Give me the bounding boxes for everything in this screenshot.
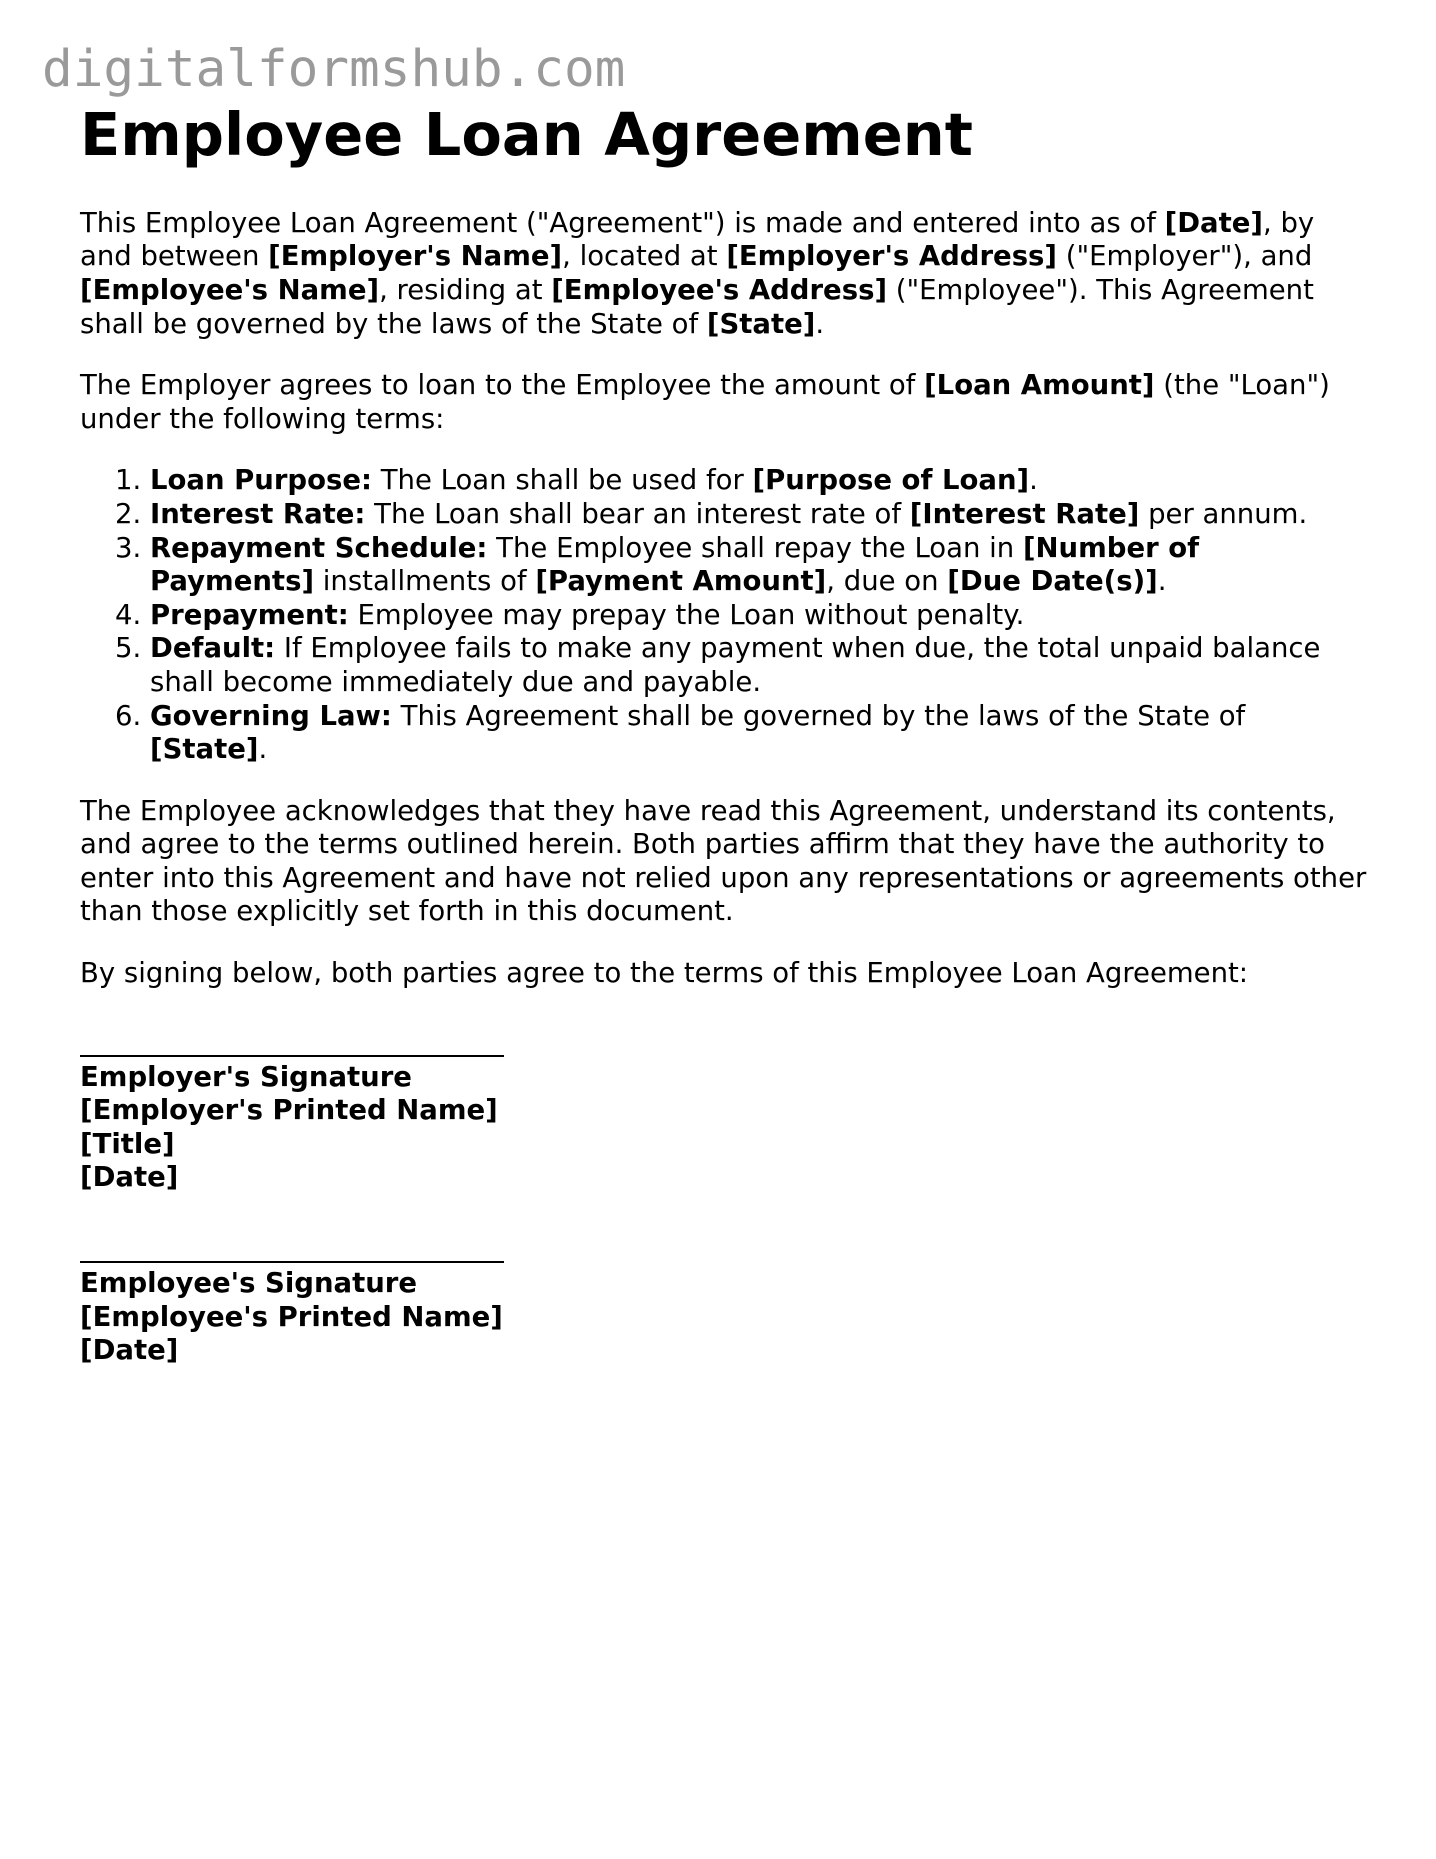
employer-title: [Title]	[80, 1127, 175, 1160]
payment-amount-placeholder: [Payment Amount]	[535, 565, 827, 598]
loan-text: The Employer agrees to loan to the Employee the amount of	[80, 369, 925, 402]
employer-name-placeholder: [Employer's Name]	[268, 240, 563, 273]
intro-text: , residing at	[379, 273, 552, 306]
term-text: Employee may prepay the Loan without penalty.	[348, 598, 1025, 631]
term-text: If Employee fails to make any payment when due, the total unpaid balance shall become immediately due and payable.	[150, 632, 1321, 698]
term-text: The Employee shall repay the Loan in	[487, 531, 1023, 564]
loan-amount-placeholder: [Loan Amount]	[924, 369, 1155, 402]
interest-rate-placeholder: [Interest Rate]	[909, 497, 1140, 530]
employer-address-placeholder: [Employer's Address]	[726, 240, 1057, 273]
term-label: Loan Purpose:	[150, 464, 373, 497]
term-label: Default:	[150, 632, 276, 665]
term-text: .	[1029, 464, 1038, 497]
intro-text: , by and between	[80, 206, 1315, 273]
employee-address-placeholder: [Employee's Address]	[551, 273, 888, 306]
intro-paragraph	[80, 207, 1370, 341]
employee-name-placeholder: [Employee's Name]	[80, 273, 380, 306]
acknowledgment-paragraph: The Employee acknowledges that they have read this Agreement, understand its contents, and agree to the terms outlined herein. Both parties affirm that they have the authority to enter into this Agreement and have not relied upon any representations or agreements other than those explicitly set forth in this document.	[80, 794, 1367, 928]
number-of-payments-placeholder: [Number of Payments]	[150, 531, 1200, 598]
term-text: per annum.	[1139, 497, 1308, 530]
state-placeholder: [State]	[150, 733, 259, 766]
employee-printed-name: [Employee's Printed Name]	[80, 1300, 503, 1333]
term-prepayment	[150, 599, 1370, 633]
purpose-placeholder: [Purpose of Loan]	[752, 464, 1030, 497]
employer-signature-label: Employer's Signature	[80, 1060, 412, 1093]
term-label: Interest Rate:	[150, 497, 366, 530]
term-text: .	[258, 733, 268, 766]
date-placeholder: [Date]	[1164, 206, 1263, 239]
term-default	[150, 632, 1370, 699]
employer-printed-name: [Employer's Printed Name]	[80, 1094, 498, 1127]
terms-list	[80, 464, 1370, 766]
intro-text: , located at	[562, 240, 727, 273]
term-label: Governing Law:	[150, 699, 392, 732]
employee-signature-line[interactable]	[80, 1233, 504, 1263]
term-text: installments of	[314, 565, 536, 598]
term-loan-purpose	[150, 464, 1370, 498]
term-label: Prepayment:	[150, 598, 349, 631]
watermark-logo: digitalformshub.com	[42, 40, 626, 99]
term-interest-rate	[150, 498, 1370, 532]
term-governing-law	[150, 700, 1370, 767]
term-text: .	[1157, 565, 1167, 598]
signing-intro: By signing below, both parties agree to the terms of this Employee Loan Agreement:	[80, 957, 1249, 990]
term-text: The Loan shall be used for	[372, 464, 753, 497]
employer-date: [Date]	[80, 1161, 179, 1194]
loan-paragraph	[80, 369, 1370, 436]
term-text: This Agreement shall be governed by the laws of the State of	[391, 699, 1246, 732]
due-dates-placeholder: [Due Date(s)]	[947, 565, 1158, 598]
term-text: , due on	[826, 565, 948, 598]
document-title: Employee Loan Agreement	[80, 100, 974, 169]
employer-signature-line[interactable]	[80, 1027, 504, 1057]
document-body	[80, 100, 1370, 1368]
intro-text: .	[815, 307, 825, 340]
employee-signature-label: Employee's Signature	[80, 1267, 418, 1300]
employer-signature-block	[80, 1027, 1370, 1195]
loan-text: (the "Loan") under the following terms:	[80, 369, 1330, 435]
intro-text: ("Employee"). This Agreement shall be governed by the laws of the State of	[80, 273, 1314, 340]
term-repayment-schedule	[150, 532, 1370, 599]
intro-text: This Employee Loan Agreement ("Agreement") is made and entered into as of	[80, 206, 1165, 239]
intro-text: ("Employer"), and	[1057, 240, 1313, 273]
employee-signature-block	[80, 1233, 1370, 1368]
state-placeholder: [State]	[706, 307, 816, 340]
term-label: Repayment Schedule:	[150, 531, 488, 564]
employee-date: [Date]	[80, 1334, 179, 1367]
term-text: The Loan shall bear an interest rate of	[365, 497, 910, 530]
